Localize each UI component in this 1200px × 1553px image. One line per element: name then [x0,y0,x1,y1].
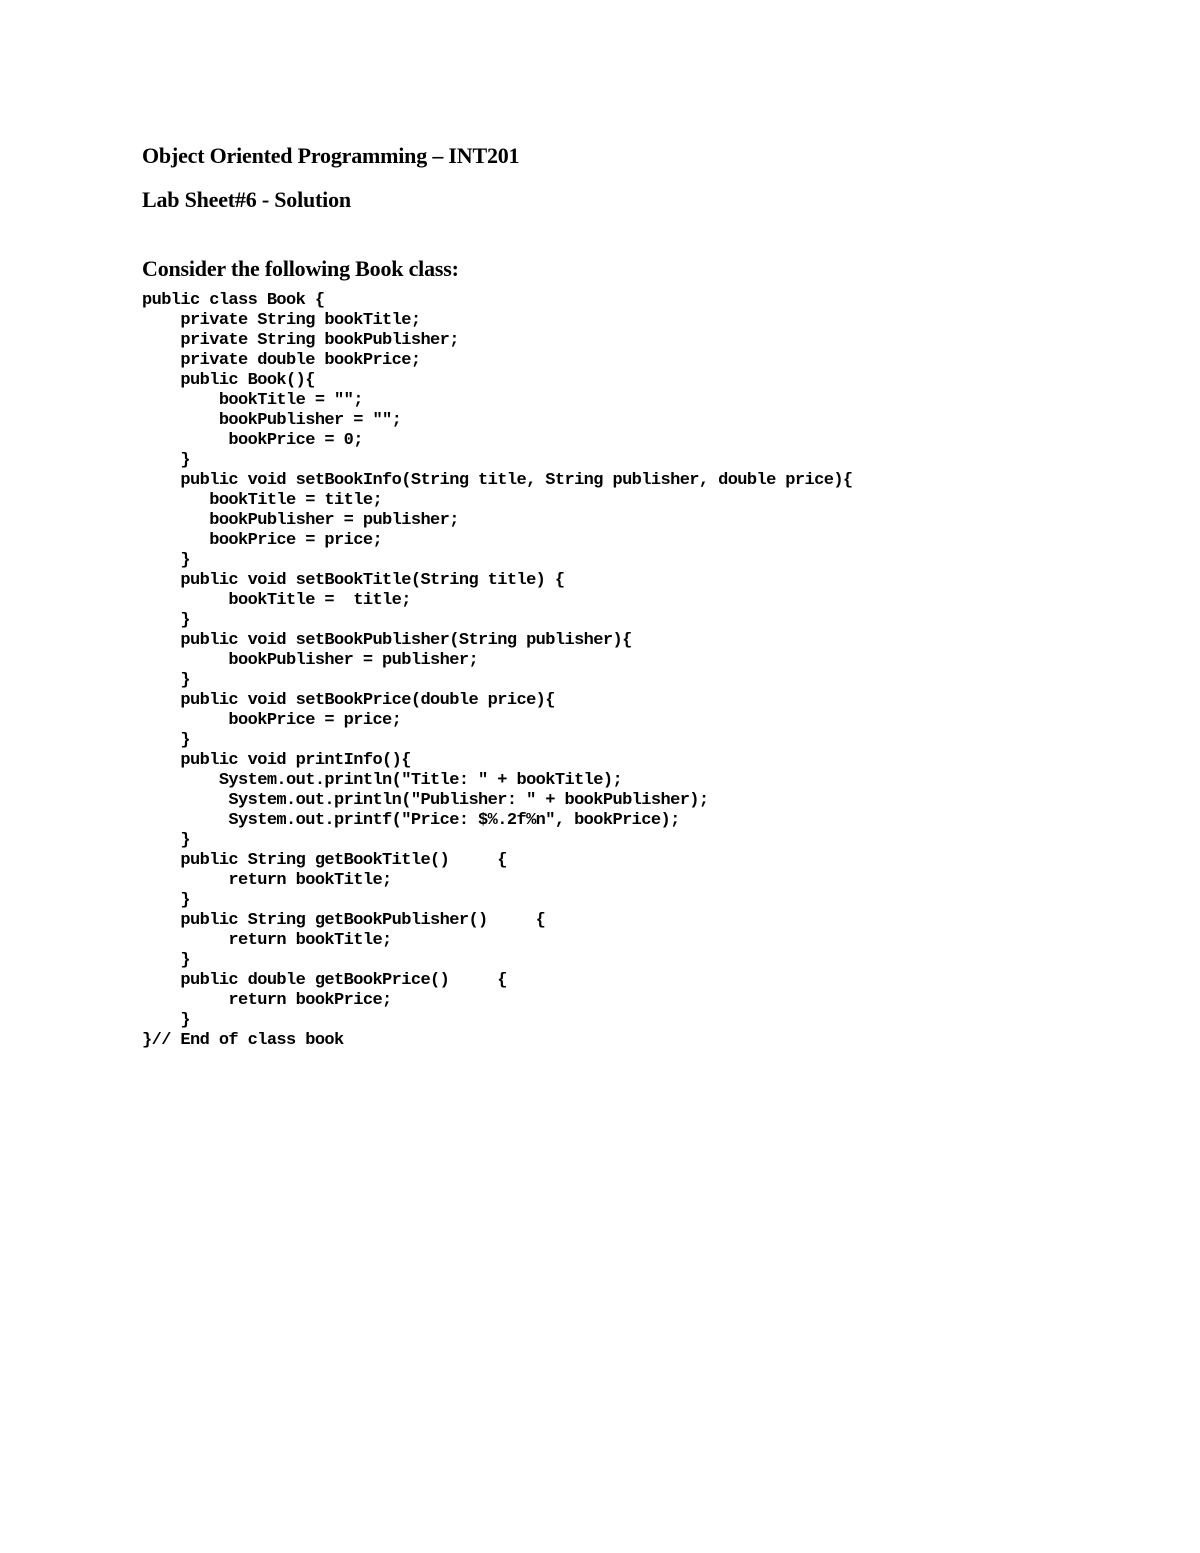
code-line: return bookTitle; [142,871,392,890]
code-line: public Book(){ [142,371,315,390]
code-line: private String bookTitle; [142,311,421,330]
code-line: return bookPrice; [142,991,392,1010]
code-line: bookPublisher = publisher; [142,651,479,670]
code-line: } [142,671,191,690]
code-line: } [142,611,191,630]
code-line: bookTitle = title; [142,591,411,610]
code-line: bookPrice = price; [142,531,383,550]
code-line: } [142,731,191,750]
code-line: private double bookPrice; [142,351,421,370]
code-line: public class Book { [142,291,325,310]
code-line: public void setBookTitle(String title) { [142,571,565,590]
code-line: bookTitle = ""; [142,391,363,410]
intro-text: Consider the following Book class: [142,256,459,281]
code-line: System.out.println("Publisher: " + bookPublisher); [142,791,709,810]
code-line: } [142,891,191,910]
code-line: return bookTitle; [142,931,392,950]
code-line: } [142,551,191,570]
code-line: public String getBookTitle() { [142,851,507,870]
document-title: Object Oriented Programming – INT201 [142,143,520,168]
code-line: bookPrice = price; [142,711,402,730]
code-line: public void printInfo(){ [142,751,411,770]
code-line: public void setBookInfo(String title, String publisher, double price){ [142,471,853,490]
code-line: public void setBookPublisher(String publisher){ [142,631,632,650]
code-line: } [142,1011,191,1030]
code-line: } [142,451,191,470]
code-line: bookPublisher = publisher; [142,511,459,530]
code-line: System.out.println("Title: " + bookTitle); [142,771,623,790]
code-line: public double getBookPrice() { [142,971,507,990]
code-listing [142,291,853,1051]
code-line: public String getBookPublisher() { [142,911,546,930]
lab-sheet-title: Lab Sheet#6 - Solution [142,187,351,212]
code-line: bookPrice = 0; [142,431,363,450]
code-line: private String bookPublisher; [142,331,459,350]
code-line: }// End of class book [142,1031,344,1050]
code-line: } [142,951,191,970]
code-line: System.out.printf("Price: $%.2f%n", bookPrice); [142,811,680,830]
code-line: public void setBookPrice(double price){ [142,691,555,710]
code-line: bookTitle = title; [142,491,383,510]
code-line: bookPublisher = ""; [142,411,402,430]
code-line: } [142,831,191,850]
